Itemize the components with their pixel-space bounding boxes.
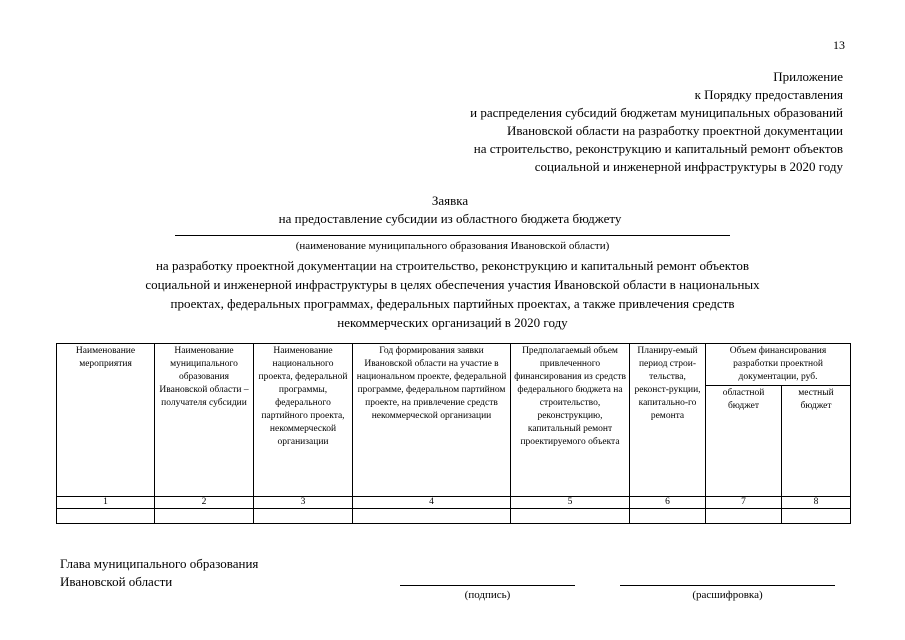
- header-cell: Предполагаемый объем привлеченного финансирования из средств федерального бюджета на строительство, реконструкцию, капитальный ремонт проектируемого объекта: [511, 344, 630, 497]
- table-cell[interactable]: [155, 509, 254, 524]
- decode-line[interactable]: [620, 585, 835, 586]
- purpose-line: социальной и инженерной инфраструктуры в целях обеспечения участия Ивановской области в национальных: [145, 277, 760, 292]
- column-number-row: [57, 497, 851, 509]
- purpose-text: [90, 256, 815, 332]
- column-number: 6: [630, 497, 706, 509]
- signature-block: [60, 555, 258, 591]
- table-cell[interactable]: [254, 509, 353, 524]
- page-number: 13: [833, 38, 845, 52]
- purpose-line: на разработку проектной документации на строительство, реконструкцию и капитальный ремонт объектов: [155, 258, 750, 273]
- municipality-fill-line[interactable]: [175, 235, 730, 236]
- purpose-line: проектах, федеральных программах, федеральных партийных проектах, а также привлечения средств: [170, 296, 735, 311]
- table-cell[interactable]: [511, 509, 630, 524]
- signature-title-line2: Ивановской области: [60, 574, 173, 589]
- subheader-cell: областной бюджет: [706, 386, 782, 497]
- municipality-caption: (наименование муниципального образования Ивановской области): [295, 240, 610, 252]
- signature-line[interactable]: [400, 585, 575, 586]
- appendix-line: Приложение: [773, 69, 843, 84]
- header-cell: Планиру-емый период строи-тельства, реконст-рукции, капитально-го ремонта: [630, 344, 706, 497]
- appendix-block: [323, 68, 843, 176]
- title-block: [150, 192, 750, 228]
- column-number: 2: [155, 497, 254, 509]
- column-number: 7: [706, 497, 782, 509]
- signature-title-line1: Глава муниципального образования: [60, 556, 259, 571]
- document-subtitle: на предоставление субсидии из областного бюджета бюджету: [278, 211, 622, 226]
- appendix-line: к Порядку предоставления: [694, 87, 843, 102]
- column-number: 5: [511, 497, 630, 509]
- application-table: [56, 343, 851, 524]
- table-cell[interactable]: [630, 509, 706, 524]
- header-cell: Год формирования заявки Ивановской области на участие в национальном проекте, федеральной программе, федеральном партийном проекте, на привлечение средств некоммерческой организации: [353, 344, 511, 497]
- appendix-line: на строительство, реконструкцию и капитальный ремонт объектов: [473, 141, 843, 156]
- column-number: 8: [782, 497, 851, 509]
- decode-caption: (расшифровка): [692, 589, 763, 601]
- document-title: Заявка: [431, 193, 469, 208]
- column-number: 4: [353, 497, 511, 509]
- column-number: 1: [57, 497, 155, 509]
- table-cell[interactable]: [706, 509, 782, 524]
- purpose-line: некоммерческих организаций в 2020 году: [337, 315, 568, 330]
- header-cell: Наименование мероприятия: [57, 344, 155, 497]
- header-cell-financing: Объем финансирования разработки проектной документации, руб.: [706, 344, 851, 386]
- table-cell[interactable]: [353, 509, 511, 524]
- signature-caption: (подпись): [464, 589, 511, 601]
- subheader-cell: местный бюджет: [782, 386, 851, 497]
- appendix-line: социальной и инженерной инфраструктуры в 2020 году: [534, 159, 843, 174]
- header-cell: Наименование национального проекта, федеральной программы, федерального партийного проекта, некоммерческой организации: [254, 344, 353, 497]
- table-row: [57, 509, 851, 524]
- appendix-line: Ивановской области на разработку проектной документации: [506, 123, 843, 138]
- header-cell: Наименование муниципального образования Ивановской области – получателя субсидии: [155, 344, 254, 497]
- column-number: 3: [254, 497, 353, 509]
- table-cell[interactable]: [57, 509, 155, 524]
- table-cell[interactable]: [782, 509, 851, 524]
- appendix-line: и распределения субсидий бюджетам муниципальных образований: [470, 105, 843, 120]
